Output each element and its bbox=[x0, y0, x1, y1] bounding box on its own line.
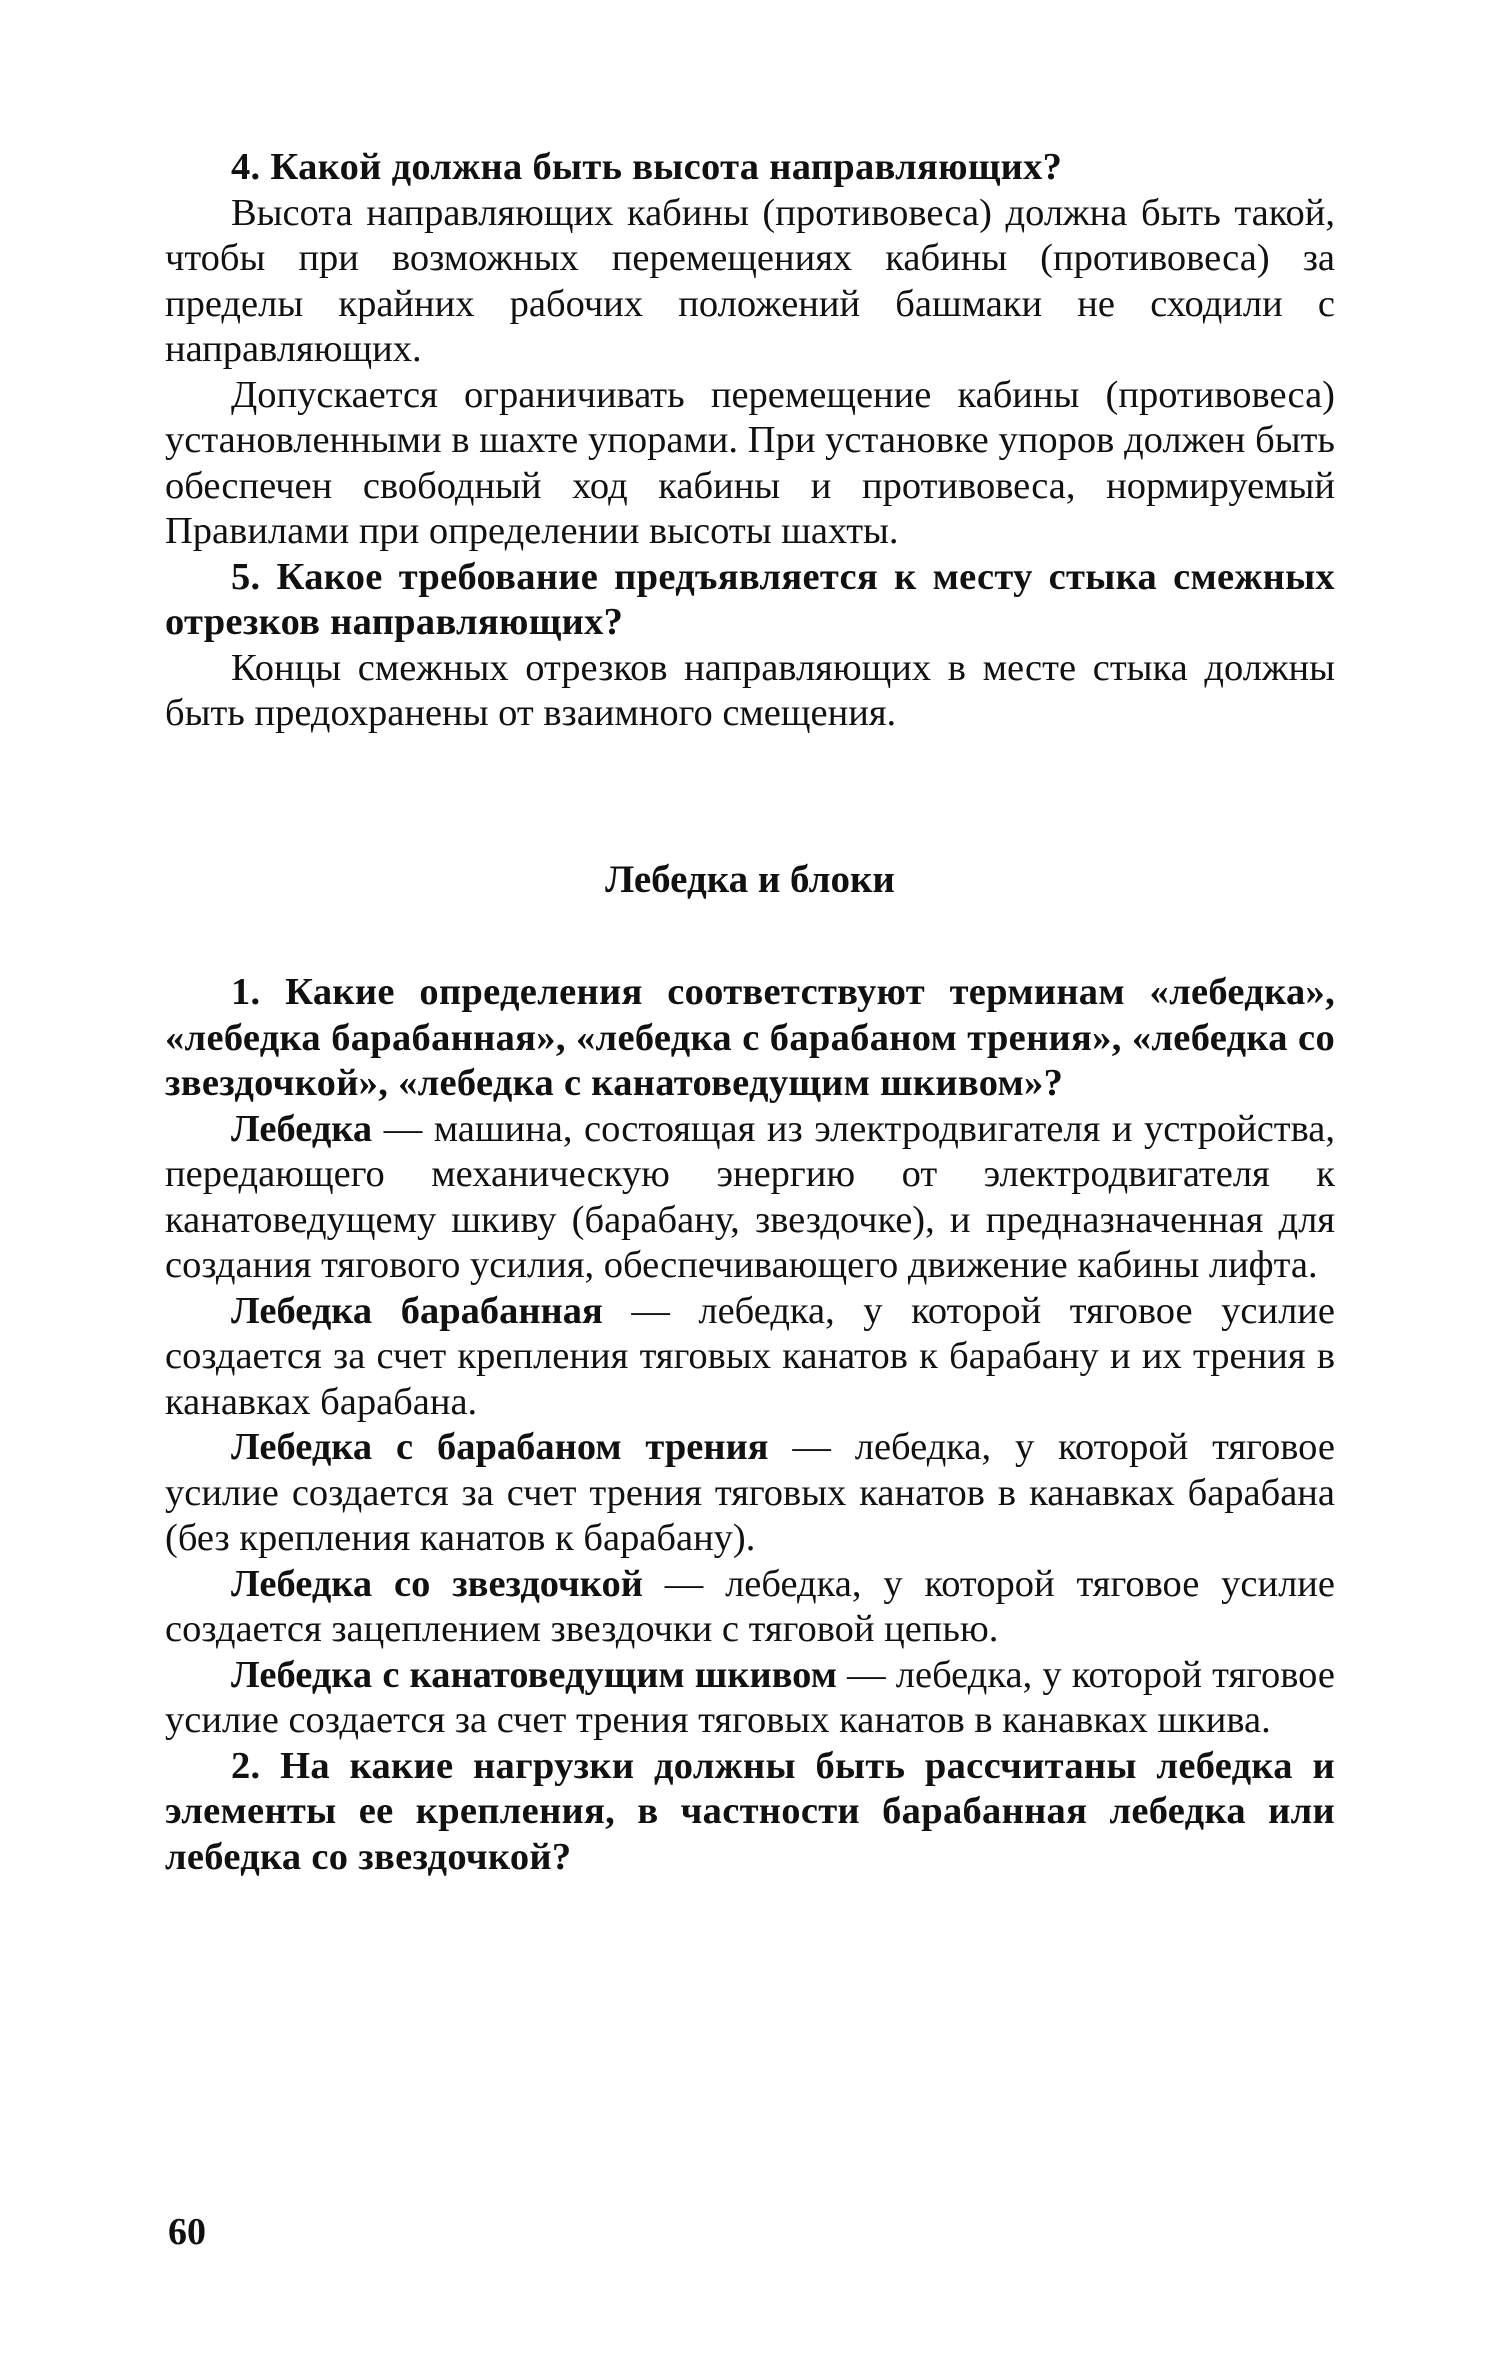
section-title-spacer bbox=[165, 902, 1335, 970]
definition-sprocket-winch bbox=[165, 1562, 1335, 1653]
page-number: 60 bbox=[168, 2211, 206, 2253]
definition-drum-winch-term: Лебедка барабанная bbox=[231, 1289, 603, 1332]
answer-5-paragraph-1: Концы смежных отрезков направляющих в месте стыка должны быть предохранены от взаимного смещения. bbox=[165, 646, 1335, 734]
answer-4-paragraph-1: Высота направляющих кабины (противовеса) должна быть такой, чтобы при возможных перемещениях кабины (противовеса) за пределы крайних рабочих положений башмаки не сходили с направляющих. bbox=[165, 191, 1335, 370]
definition-friction-drum-winch-term: Лебедка с барабаном трения bbox=[231, 1426, 769, 1468]
answer-4-paragraph-2: Допускается ограничивать перемещение кабины (противовеса) установленными в шахте упорами. При установке упоров должен быть обеспечен свободный ход кабины и противовеса, нормируемый Правилами при определении высоты шахты. bbox=[165, 373, 1335, 552]
definition-winch-text: — машина, состоящая из электродвигателя и устройства, передающего механическую энергию от электродвигателя к канатоведущему шкиву (барабану, звездочке), и предназначенная для создания тягового усилия, обеспечивающего движение кабины лифта. bbox=[165, 1107, 1335, 1286]
definition-sprocket-winch-term: Лебедка со звездочкой bbox=[231, 1562, 643, 1605]
definition-drum-winch-text: — лебедка, у которой тяговое усилие создается за счет крепления тяговых канатов к барабану и их трения в канавках барабана. bbox=[165, 1289, 1335, 1423]
question-2: 2. На какие нагрузки должны быть рассчитаны лебедка и элементы ее крепления, в частности барабанная лебедка или лебедка со звездочкой? bbox=[165, 1744, 1335, 1878]
definition-friction-drum-winch bbox=[165, 1425, 1335, 1562]
question-4: 4. Какой должна быть высота направляющих? bbox=[231, 146, 1063, 188]
section-title: Лебедка и блоки bbox=[605, 857, 895, 901]
page-body bbox=[165, 145, 1335, 1880]
definition-traction-sheave-winch bbox=[165, 1653, 1335, 1744]
question-5: 5. Какое требование предъявляется к месту стыка смежных отрезков направляющих? bbox=[165, 555, 1335, 643]
section-spacer bbox=[165, 737, 1335, 857]
definition-drum-winch bbox=[165, 1289, 1335, 1426]
definition-winch-term: Лебедка bbox=[231, 1107, 373, 1150]
definition-traction-sheave-winch-term: Лебедка с канатоведущим шкивом bbox=[231, 1653, 837, 1696]
definition-friction-drum-winch-text: — лебедка, у которой тяговое усилие создается за счет трения тяговых канатов в канавках барабана (без крепления канатов к барабану). bbox=[165, 1426, 1335, 1559]
definition-sprocket-winch-text: — лебедка, у которой тяговое усилие создается зацеплением звездочки с тяговой цепью. bbox=[165, 1562, 1335, 1650]
definition-winch bbox=[165, 1107, 1335, 1289]
question-1: 1. Какие определения соответствуют терминам «лебедка», «лебедка барабанная», «лебедка с барабаном трения», «лебедка со звездочкой», «лебедка с канатоведущим шкивом»? bbox=[165, 971, 1335, 1104]
definition-traction-sheave-winch-text: — лебедка, у которой тяговое усилие создается за счет трения тяговых канатов в канавках шкива. bbox=[165, 1653, 1335, 1741]
